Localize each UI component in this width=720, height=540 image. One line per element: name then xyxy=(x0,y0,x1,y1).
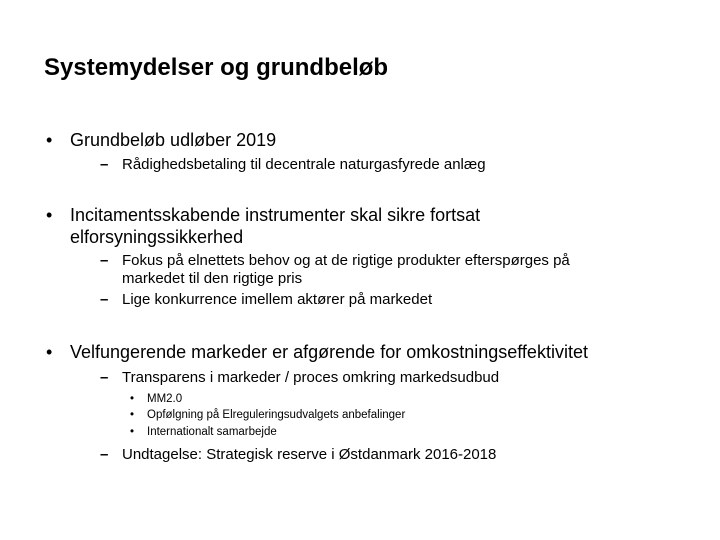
sub-bullet-text: Undtagelse: Strategisk reserve i Østdanmark 2016-2018 xyxy=(122,446,497,463)
dash-bullet: – xyxy=(100,369,109,386)
bullet-text: Incitamentsskabende instrumenter skal sikre fortsat xyxy=(70,205,481,225)
bullet-text: Velfungerende markeder er afgørende for omkostningseffektivitet xyxy=(70,342,588,362)
sub-sub-bullet-text: Internationalt samarbejde xyxy=(147,426,277,438)
bullet: • xyxy=(130,393,135,405)
bullet: • xyxy=(46,130,53,150)
sub-bullet-text: Lige konkurrence imellem aktører på markedet xyxy=(122,291,433,308)
sub-sub-bullet-text: MM2.0 xyxy=(147,393,183,405)
sub-bullet-text: Transparens i markeder / proces omkring markedsudbud xyxy=(122,369,500,386)
sub-bullet-text: Rådighedsbetaling til decentrale naturgasfyrede anlæg xyxy=(122,156,486,173)
dash-bullet: – xyxy=(100,446,109,463)
dash-bullet: – xyxy=(100,291,109,308)
sub-bullet-text: Fokus på elnettets behov og at de rigtige produkter efterspørges på xyxy=(122,252,570,269)
bullet: • xyxy=(46,342,53,362)
bullet-text: Grundbeløb udløber 2019 xyxy=(70,130,277,150)
slide-title: Systemydelser og grundbeløb xyxy=(44,54,389,81)
dash-bullet: – xyxy=(100,252,109,269)
dash-bullet: – xyxy=(100,156,109,173)
sub-sub-bullet-text: Opfølgning på Elreguleringsudvalgets anbefalinger xyxy=(147,409,406,421)
bullet: • xyxy=(46,205,53,225)
bullet: • xyxy=(130,409,135,421)
bullet: • xyxy=(130,426,135,438)
sub-bullet-text-cont: markedet til den rigtige pris xyxy=(122,270,303,287)
bullet-text-cont: elforsyningssikkerhed xyxy=(70,227,244,247)
